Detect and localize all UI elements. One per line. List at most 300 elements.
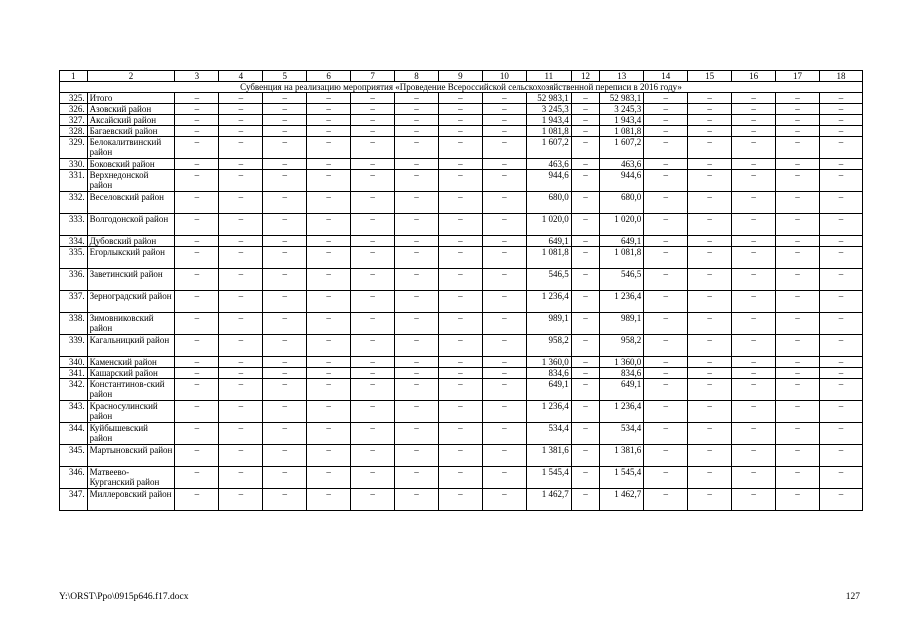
empty-dash-cell: – (351, 423, 395, 445)
empty-dash-cell: – (263, 489, 307, 511)
empty-dash-cell: – (571, 423, 600, 445)
empty-dash-cell: – (438, 489, 482, 511)
empty-dash-cell: – (395, 467, 439, 489)
empty-dash-cell: – (644, 489, 688, 511)
empty-dash-cell: – (351, 401, 395, 423)
table-row (60, 335, 863, 357)
district-name: Азовский район (87, 104, 175, 115)
empty-dash-cell: – (351, 93, 395, 104)
value-col-13: 463,6 (600, 159, 644, 170)
empty-dash-cell: – (175, 379, 219, 401)
empty-dash-cell: – (263, 214, 307, 236)
empty-dash-cell: – (175, 115, 219, 126)
column-header: 8 (395, 71, 439, 82)
empty-dash-cell: – (571, 379, 600, 401)
empty-dash-cell: – (351, 104, 395, 115)
empty-dash-cell: – (351, 467, 395, 489)
empty-dash-cell: – (395, 159, 439, 170)
value-col-11: 534,4 (526, 423, 571, 445)
empty-dash-cell: – (776, 357, 820, 368)
value-col-13: 546,5 (600, 269, 644, 291)
table-row (60, 247, 863, 269)
empty-dash-cell: – (819, 214, 862, 236)
empty-dash-cell: – (571, 236, 600, 247)
table-row (60, 104, 863, 115)
value-col-13: 1 360,0 (600, 357, 644, 368)
row-number: 342. (60, 379, 88, 401)
district-name: Веселовский район (87, 192, 175, 214)
empty-dash-cell: – (219, 423, 263, 445)
empty-dash-cell: – (351, 291, 395, 313)
empty-dash-cell: – (571, 291, 600, 313)
empty-dash-cell: – (263, 170, 307, 192)
district-name: Боковский район (87, 159, 175, 170)
empty-dash-cell: – (438, 401, 482, 423)
value-col-13: 1 236,4 (600, 401, 644, 423)
empty-dash-cell: – (482, 423, 526, 445)
row-number: 328. (60, 126, 88, 137)
empty-dash-cell: – (819, 170, 862, 192)
empty-dash-cell: – (776, 159, 820, 170)
empty-dash-cell: – (482, 214, 526, 236)
empty-dash-cell: – (819, 93, 862, 104)
empty-dash-cell: – (307, 379, 351, 401)
value-col-13: 649,1 (600, 236, 644, 247)
table-row (60, 269, 863, 291)
empty-dash-cell: – (571, 247, 600, 269)
empty-dash-cell: – (219, 335, 263, 357)
value-col-11: 1 381,6 (526, 445, 571, 467)
empty-dash-cell: – (395, 170, 439, 192)
empty-dash-cell: – (644, 379, 688, 401)
empty-dash-cell: – (175, 291, 219, 313)
empty-dash-cell: – (776, 489, 820, 511)
empty-dash-cell: – (732, 357, 776, 368)
empty-dash-cell: – (482, 104, 526, 115)
empty-dash-cell: – (175, 192, 219, 214)
row-number: 336. (60, 269, 88, 291)
empty-dash-cell: – (571, 93, 600, 104)
empty-dash-cell: – (482, 401, 526, 423)
empty-dash-cell: – (776, 214, 820, 236)
empty-dash-cell: – (688, 401, 732, 423)
empty-dash-cell: – (219, 137, 263, 159)
empty-dash-cell: – (395, 368, 439, 379)
empty-dash-cell: – (644, 214, 688, 236)
empty-dash-cell: – (395, 401, 439, 423)
value-col-13: 52 983,1 (600, 93, 644, 104)
empty-dash-cell: – (732, 291, 776, 313)
empty-dash-cell: – (644, 401, 688, 423)
empty-dash-cell: – (351, 159, 395, 170)
empty-dash-cell: – (571, 445, 600, 467)
empty-dash-cell: – (263, 192, 307, 214)
empty-dash-cell: – (688, 445, 732, 467)
empty-dash-cell: – (732, 467, 776, 489)
value-col-13: 958,2 (600, 335, 644, 357)
empty-dash-cell: – (482, 137, 526, 159)
empty-dash-cell: – (351, 126, 395, 137)
empty-dash-cell: – (644, 335, 688, 357)
empty-dash-cell: – (263, 269, 307, 291)
empty-dash-cell: – (571, 170, 600, 192)
footer-page-number: 127 (845, 592, 860, 602)
empty-dash-cell: – (644, 313, 688, 335)
empty-dash-cell: – (263, 401, 307, 423)
empty-dash-cell: – (307, 445, 351, 467)
empty-dash-cell: – (219, 401, 263, 423)
row-number: 327. (60, 115, 88, 126)
empty-dash-cell: – (175, 401, 219, 423)
value-col-13: 944,6 (600, 170, 644, 192)
empty-dash-cell: – (776, 445, 820, 467)
empty-dash-cell: – (644, 467, 688, 489)
value-col-13: 1 545,4 (600, 467, 644, 489)
empty-dash-cell: – (263, 247, 307, 269)
table-row (60, 379, 863, 401)
empty-dash-cell: – (776, 104, 820, 115)
table-row (60, 313, 863, 335)
empty-dash-cell: – (571, 489, 600, 511)
value-col-11: 546,5 (526, 269, 571, 291)
footer-file-path: Y:\ORST\Ppo\0915p646.f17.docx (59, 592, 189, 602)
district-name: Миллеровский район (87, 489, 175, 511)
empty-dash-cell: – (776, 115, 820, 126)
empty-dash-cell: – (688, 313, 732, 335)
value-col-13: 989,1 (600, 313, 644, 335)
value-col-11: 3 245,3 (526, 104, 571, 115)
empty-dash-cell: – (776, 423, 820, 445)
empty-dash-cell: – (688, 214, 732, 236)
value-col-11: 1 462,7 (526, 489, 571, 511)
empty-dash-cell: – (644, 104, 688, 115)
empty-dash-cell: – (482, 236, 526, 247)
empty-dash-cell: – (438, 357, 482, 368)
column-header: 11 (526, 71, 571, 82)
empty-dash-cell: – (307, 313, 351, 335)
empty-dash-cell: – (819, 291, 862, 313)
empty-dash-cell: – (175, 159, 219, 170)
value-col-13: 1 943,4 (600, 115, 644, 126)
empty-dash-cell: – (307, 291, 351, 313)
empty-dash-cell: – (175, 93, 219, 104)
table-row (60, 236, 863, 247)
empty-dash-cell: – (395, 291, 439, 313)
empty-dash-cell: – (571, 467, 600, 489)
empty-dash-cell: – (644, 159, 688, 170)
empty-dash-cell: – (776, 192, 820, 214)
value-col-11: 680,0 (526, 192, 571, 214)
value-col-13: 649,1 (600, 379, 644, 401)
empty-dash-cell: – (819, 104, 862, 115)
empty-dash-cell: – (219, 445, 263, 467)
empty-dash-cell: – (482, 445, 526, 467)
empty-dash-cell: – (644, 126, 688, 137)
value-col-13: 834,6 (600, 368, 644, 379)
empty-dash-cell: – (263, 423, 307, 445)
empty-dash-cell: – (175, 489, 219, 511)
empty-dash-cell: – (219, 93, 263, 104)
empty-dash-cell: – (438, 269, 482, 291)
column-header: 1 (60, 71, 88, 82)
row-number: 346. (60, 467, 88, 489)
district-name: Кагальницкий район (87, 335, 175, 357)
empty-dash-cell: – (175, 214, 219, 236)
empty-dash-cell: – (219, 236, 263, 247)
column-header: 3 (175, 71, 219, 82)
empty-dash-cell: – (307, 423, 351, 445)
row-number: 345. (60, 445, 88, 467)
empty-dash-cell: – (732, 104, 776, 115)
table-row (60, 115, 863, 126)
empty-dash-cell: – (688, 137, 732, 159)
empty-dash-cell: – (219, 467, 263, 489)
district-name: Итого (87, 93, 175, 104)
empty-dash-cell: – (482, 489, 526, 511)
empty-dash-cell: – (175, 170, 219, 192)
value-col-11: 52 983,1 (526, 93, 571, 104)
empty-dash-cell: – (351, 357, 395, 368)
value-col-11: 1 943,4 (526, 115, 571, 126)
empty-dash-cell: – (688, 159, 732, 170)
section-title-row (60, 82, 863, 93)
empty-dash-cell: – (175, 423, 219, 445)
row-number: 347. (60, 489, 88, 511)
empty-dash-cell: – (263, 137, 307, 159)
value-col-11: 649,1 (526, 379, 571, 401)
empty-dash-cell: – (688, 192, 732, 214)
row-number: 339. (60, 335, 88, 357)
empty-dash-cell: – (482, 467, 526, 489)
value-col-11: 1 020,0 (526, 214, 571, 236)
empty-dash-cell: – (351, 379, 395, 401)
empty-dash-cell: – (351, 313, 395, 335)
empty-dash-cell: – (219, 489, 263, 511)
value-col-13: 1 020,0 (600, 214, 644, 236)
empty-dash-cell: – (351, 445, 395, 467)
empty-dash-cell: – (571, 214, 600, 236)
empty-dash-cell: – (732, 313, 776, 335)
empty-dash-cell: – (307, 247, 351, 269)
empty-dash-cell: – (819, 489, 862, 511)
empty-dash-cell: – (732, 115, 776, 126)
empty-dash-cell: – (263, 335, 307, 357)
empty-dash-cell: – (644, 192, 688, 214)
empty-dash-cell: – (263, 313, 307, 335)
value-col-11: 1 236,4 (526, 401, 571, 423)
empty-dash-cell: – (438, 236, 482, 247)
empty-dash-cell: – (776, 137, 820, 159)
value-col-11: 1 360,0 (526, 357, 571, 368)
empty-dash-cell: – (644, 247, 688, 269)
empty-dash-cell: – (819, 445, 862, 467)
empty-dash-cell: – (644, 368, 688, 379)
empty-dash-cell: – (395, 313, 439, 335)
empty-dash-cell: – (351, 137, 395, 159)
empty-dash-cell: – (688, 291, 732, 313)
empty-dash-cell: – (688, 247, 732, 269)
district-name: Белокалитвинский район (87, 137, 175, 159)
empty-dash-cell: – (644, 137, 688, 159)
empty-dash-cell: – (688, 423, 732, 445)
empty-dash-cell: – (732, 236, 776, 247)
empty-dash-cell: – (819, 335, 862, 357)
empty-dash-cell: – (571, 335, 600, 357)
district-name: Константинов-ский район (87, 379, 175, 401)
empty-dash-cell: – (175, 247, 219, 269)
row-number: 335. (60, 247, 88, 269)
empty-dash-cell: – (351, 236, 395, 247)
empty-dash-cell: – (395, 247, 439, 269)
table-row (60, 137, 863, 159)
empty-dash-cell: – (819, 467, 862, 489)
empty-dash-cell: – (571, 104, 600, 115)
district-name: Зерноградский район (87, 291, 175, 313)
empty-dash-cell: – (819, 126, 862, 137)
empty-dash-cell: – (263, 445, 307, 467)
table-row (60, 489, 863, 511)
column-header: 14 (644, 71, 688, 82)
empty-dash-cell: – (482, 115, 526, 126)
empty-dash-cell: – (819, 137, 862, 159)
empty-dash-cell: – (175, 368, 219, 379)
district-name: Заветинский район (87, 269, 175, 291)
empty-dash-cell: – (732, 379, 776, 401)
column-number-row (60, 71, 863, 82)
empty-dash-cell: – (688, 379, 732, 401)
empty-dash-cell: – (395, 104, 439, 115)
value-col-11: 1 236,4 (526, 291, 571, 313)
empty-dash-cell: – (776, 467, 820, 489)
empty-dash-cell: – (395, 192, 439, 214)
empty-dash-cell: – (263, 126, 307, 137)
empty-dash-cell: – (307, 357, 351, 368)
empty-dash-cell: – (307, 93, 351, 104)
empty-dash-cell: – (732, 247, 776, 269)
empty-dash-cell: – (688, 489, 732, 511)
empty-dash-cell: – (571, 159, 600, 170)
empty-dash-cell: – (732, 170, 776, 192)
row-number: 340. (60, 357, 88, 368)
empty-dash-cell: – (644, 291, 688, 313)
empty-dash-cell: – (351, 489, 395, 511)
row-number: 326. (60, 104, 88, 115)
empty-dash-cell: – (571, 269, 600, 291)
empty-dash-cell: – (395, 214, 439, 236)
empty-dash-cell: – (307, 269, 351, 291)
district-name: Зимовниковский район (87, 313, 175, 335)
empty-dash-cell: – (395, 126, 439, 137)
empty-dash-cell: – (819, 401, 862, 423)
value-col-13: 680,0 (600, 192, 644, 214)
empty-dash-cell: – (219, 192, 263, 214)
value-col-13: 534,4 (600, 423, 644, 445)
empty-dash-cell: – (688, 236, 732, 247)
value-col-11: 989,1 (526, 313, 571, 335)
empty-dash-cell: – (307, 170, 351, 192)
table-row (60, 214, 863, 236)
empty-dash-cell: – (175, 467, 219, 489)
empty-dash-cell: – (219, 126, 263, 137)
empty-dash-cell: – (819, 247, 862, 269)
empty-dash-cell: – (571, 126, 600, 137)
empty-dash-cell: – (438, 445, 482, 467)
empty-dash-cell: – (395, 445, 439, 467)
empty-dash-cell: – (776, 170, 820, 192)
empty-dash-cell: – (351, 247, 395, 269)
empty-dash-cell: – (307, 104, 351, 115)
row-number: 332. (60, 192, 88, 214)
row-number: 331. (60, 170, 88, 192)
empty-dash-cell: – (307, 236, 351, 247)
empty-dash-cell: – (571, 357, 600, 368)
table-row (60, 170, 863, 192)
table-row (60, 159, 863, 170)
empty-dash-cell: – (263, 104, 307, 115)
empty-dash-cell: – (776, 93, 820, 104)
value-col-11: 1 545,4 (526, 467, 571, 489)
empty-dash-cell: – (395, 137, 439, 159)
empty-dash-cell: – (819, 313, 862, 335)
table-row (60, 291, 863, 313)
empty-dash-cell: – (438, 104, 482, 115)
empty-dash-cell: – (263, 379, 307, 401)
district-name: Каменский район (87, 357, 175, 368)
column-header: 17 (776, 71, 820, 82)
row-number: 337. (60, 291, 88, 313)
empty-dash-cell: – (219, 269, 263, 291)
empty-dash-cell: – (819, 423, 862, 445)
empty-dash-cell: – (175, 269, 219, 291)
row-number: 333. (60, 214, 88, 236)
empty-dash-cell: – (219, 104, 263, 115)
value-col-11: 463,6 (526, 159, 571, 170)
empty-dash-cell: – (732, 126, 776, 137)
empty-dash-cell: – (175, 445, 219, 467)
value-col-11: 1 607,2 (526, 137, 571, 159)
table-row (60, 192, 863, 214)
empty-dash-cell: – (732, 214, 776, 236)
column-header: 4 (219, 71, 263, 82)
budget-table (59, 70, 863, 511)
empty-dash-cell: – (688, 269, 732, 291)
empty-dash-cell: – (351, 214, 395, 236)
empty-dash-cell: – (438, 379, 482, 401)
empty-dash-cell: – (571, 192, 600, 214)
empty-dash-cell: – (571, 115, 600, 126)
empty-dash-cell: – (776, 335, 820, 357)
empty-dash-cell: – (263, 93, 307, 104)
empty-dash-cell: – (219, 159, 263, 170)
empty-dash-cell: – (395, 357, 439, 368)
value-col-13: 1 081,8 (600, 247, 644, 269)
value-col-13: 1 462,7 (600, 489, 644, 511)
empty-dash-cell: – (438, 126, 482, 137)
table-row (60, 423, 863, 445)
table-row (60, 467, 863, 489)
value-col-13: 1 381,6 (600, 445, 644, 467)
empty-dash-cell: – (175, 137, 219, 159)
column-header: 12 (571, 71, 600, 82)
empty-dash-cell: – (571, 313, 600, 335)
empty-dash-cell: – (644, 236, 688, 247)
empty-dash-cell: – (644, 357, 688, 368)
empty-dash-cell: – (395, 489, 439, 511)
value-col-11: 958,2 (526, 335, 571, 357)
empty-dash-cell: – (307, 192, 351, 214)
empty-dash-cell: – (688, 104, 732, 115)
empty-dash-cell: – (175, 126, 219, 137)
